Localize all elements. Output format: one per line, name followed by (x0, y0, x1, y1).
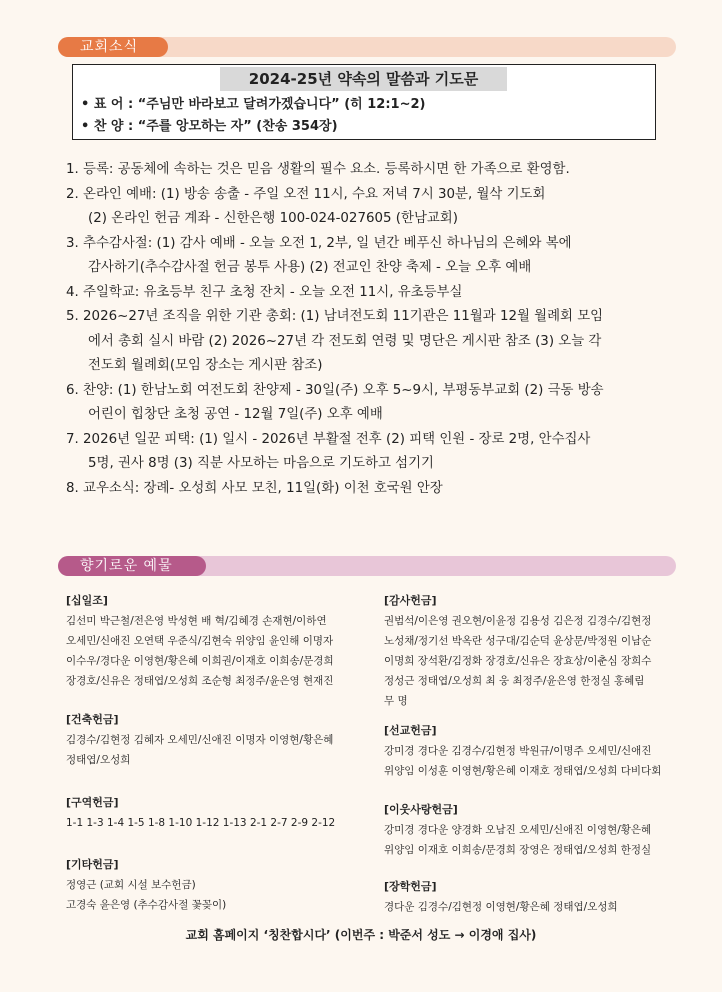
offering-group-thanks (384, 591, 651, 711)
offering-group-scholarship (384, 877, 618, 917)
offering-group-title: [건축헌금] (66, 713, 119, 726)
news-list (66, 158, 686, 501)
offering-line: 정성근 정태엽/오성희 최 웅 최정주/윤은영 한정실 홍혜림 (384, 675, 645, 687)
news-item (66, 477, 686, 502)
offering-line: 권범석/이은영 권오현/이윤정 김용성 김은정 김경수/김현정 (384, 615, 652, 627)
news-item-line: 4. 주일학교: 유초등부 친구 초청 잔치 - 오늘 오전 11시, 유초등부실 (66, 284, 463, 300)
offering-group-mission (384, 721, 661, 781)
news-item-line: 5. 2026~27년 조직을 위한 기관 총회: (1) 남녀전도회 11기관은 11월과 12월 월례회 모임 (66, 309, 604, 324)
news-item-line: 3. 추수감사절: (1) 감사 예배 - 오늘 오전 1, 2부, 일 년간 베푸신 하나님의 은혜와 복에 (66, 235, 572, 251)
news-item (66, 232, 686, 281)
offering-line: 김선미 박근철/전은영 박성현 배 혁/김혜경 손재현/이하연 (66, 615, 327, 627)
theme-box (72, 64, 656, 140)
news-item-line: 1. 등록: 공동체에 속하는 것은 믿음 생활의 필수 요소. 등록하시면 한 가족으로 환영함. (66, 162, 570, 177)
news-item-line: 감사하기(추수감사절 헌금 봉투 사용) (2) 전교인 찬양 축제 - 오늘 오후 예배 (88, 260, 532, 275)
offering-line: 이명희 장석환/김정화 장경호/신유은 장효상/이춘심 장희수 (384, 655, 652, 667)
news-item-line: 전도회 월례회(모임 장소는 게시판 참조) (88, 358, 323, 373)
offering-line: 장경호/신유은 정태엽/오성희 조순형 최정주/윤은영 현재진 (66, 675, 334, 687)
offering-line: 노성채/정기선 박옥란 성구대/김순덕 윤상문/박정원 이남순 (384, 635, 652, 647)
offering-group-title: [십일조] (66, 594, 108, 607)
offering-line: 강미경 경다운 김경수/김현정 박원규/이명주 오세민/신애진 (384, 745, 652, 757)
offering-section-header (58, 556, 676, 576)
offering-line: 위양임 이성훈 이영현/황은혜 이재호 정태엽/오성희 다비다회 (384, 765, 662, 777)
offering-line: 정영근 (교회 시설 보수헌금) (66, 879, 196, 891)
news-item (66, 428, 686, 477)
news-section-header (58, 37, 676, 57)
offering-line: 고경숙 윤은영 (추수감사절 꽃꽂이) (66, 899, 227, 911)
news-item-line: 7. 2026년 일꾼 피택: (1) 일시 - 2026년 부활절 전후 (2) 피택 인원 - 장로 2명, 안수집사 (66, 431, 591, 447)
offering-group-title: [감사헌금] (384, 594, 437, 607)
theme-title: 2024-25년 약속의 말씀과 기도문 (220, 67, 507, 91)
homepage-praise-footer: 교회 홈페이지 ‘칭찬합시다’ (이번주 : 박준서 성도 → 이경애 집사) (185, 928, 537, 942)
news-item-line: 8. 교우소식: 장례- 오성희 사모 모친, 11일(화) 이천 호국원 안장 (66, 480, 443, 496)
offering-section-tag: 향기로운 예물 (58, 556, 206, 576)
offering-group-title: [이웃사랑헌금] (384, 803, 458, 816)
offering-line: 무 명 (384, 695, 408, 707)
theme-hymn: • 찬 양 : “주를 앙모하는 자” (찬송 354장) (81, 119, 338, 134)
offering-group-tithe (66, 591, 334, 691)
offering-line: 김경수/김현정 김혜자 오세민/신애진 이명자 이영현/황은혜 (66, 734, 334, 746)
offering-group-district (66, 793, 335, 833)
news-item-line: 5명, 권사 8명 (3) 직분 사모하는 마음으로 기도하고 섬기기 (88, 456, 434, 471)
offering-group-title: [선교헌금] (384, 724, 437, 737)
theme-motto: • 표 어 : “주님만 바라보고 달려가겠습니다” (히 12:1~2) (81, 97, 426, 112)
offering-group-title: [기타헌금] (66, 858, 119, 871)
offering-group-title: [구역헌금] (66, 796, 119, 809)
news-item-line: 6. 찬양: (1) 한남노회 여전도회 찬양제 - 30일(주) 오후 5~9시, 부평동부교회 (2) 극동 방송 (66, 382, 604, 398)
offering-line: 위양임 이재호 이희송/문경희 장영은 정태엽/오성희 한정실 (384, 844, 652, 856)
offering-line: 강미경 경다운 양경화 오남진 오세민/신애진 이영현/황은혜 (384, 824, 652, 836)
news-item-line: (2) 온라인 헌금 계좌 - 신한은행 100-024-027605 (한남교회) (88, 211, 458, 226)
news-item (66, 305, 686, 379)
offering-line: 1-1 1-3 1-4 1-5 1-8 1-10 1-12 1-13 2-1 2-7 2-9 2-12 (66, 817, 336, 829)
offering-line: 오세민/신애진 오연택 우준식/김현숙 위양임 윤인해 이명자 (66, 635, 334, 647)
offering-line: 이수우/경다운 이영현/황은혜 이희권/이재호 이희송/문경희 (66, 655, 334, 667)
news-item-line: 2. 온라인 예배: (1) 방송 송출 - 주일 오전 11시, 수요 저녁 7시 30분, 월삭 기도회 (66, 186, 546, 202)
offering-line: 정태엽/오성희 (66, 754, 131, 766)
offering-group-other (66, 855, 226, 915)
offering-group-building (66, 710, 333, 770)
news-item (66, 183, 686, 232)
news-section-tag: 교회소식 (58, 37, 168, 57)
news-item (66, 281, 686, 306)
news-item (66, 158, 686, 183)
news-item (66, 379, 686, 428)
offering-group-neighbor (384, 800, 651, 860)
news-item-line: 어린이 힙창단 초청 공연 - 12월 7일(주) 오후 예배 (88, 407, 383, 422)
offering-group-title: [장학헌금] (384, 880, 437, 893)
news-item-line: 에서 총회 실시 바람 (2) 2026~27년 각 전도회 연령 및 명단은 게시판 참조 (3) 오늘 각 (88, 333, 602, 349)
offering-line: 경다운 김경수/김현정 이영현/황은혜 정태엽/오성희 (384, 901, 618, 913)
